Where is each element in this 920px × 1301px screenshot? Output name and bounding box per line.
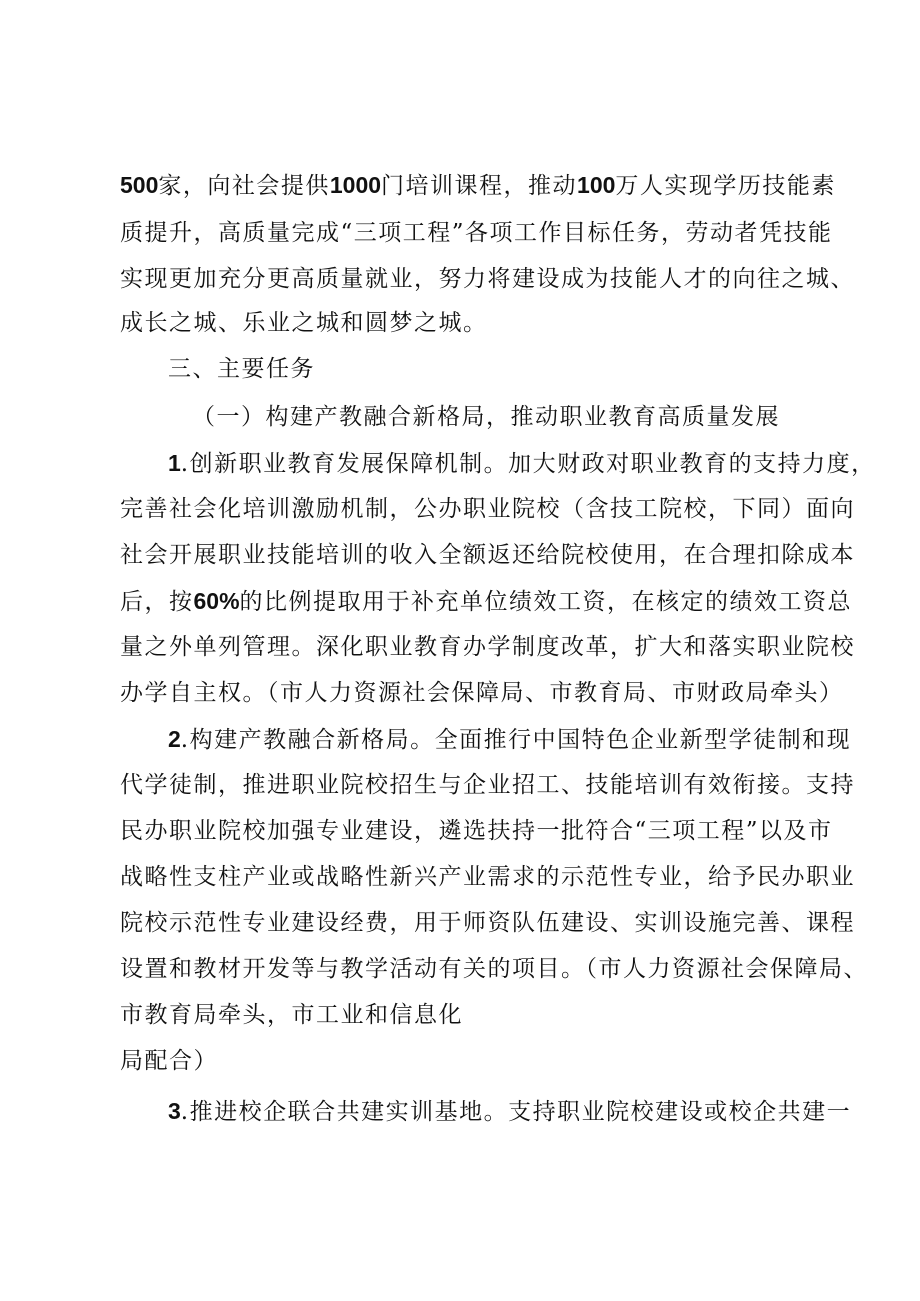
body-text: 成长之城、乐业之城和圆梦之城。 [120, 310, 488, 336]
subsection-heading [192, 402, 780, 432]
body-text: 社会开展职业技能培训的收入全额返还给院校使用，在合理扣除成本 [120, 542, 855, 568]
item-2-line-6 [120, 954, 868, 984]
body-text: 院校示范性专业建设经费，用于师资队伍建设、实训设施完善、课程 [120, 910, 855, 936]
item-1-line-1 [168, 448, 876, 479]
body-text: 代学徒制，推进职业院校招生与企业招工、技能培训有效衔接。支持 [120, 772, 855, 798]
body-text: 万人实现学历技能素 [615, 173, 836, 199]
number-text: 100 [577, 172, 616, 198]
item-1-line-2 [120, 494, 855, 524]
body-text: .构建产教融合新格局。全面推行中国特色企业新型学徒制和现 [180, 727, 852, 753]
body-text: 办学自主权。（市人力资源社会保障局、市教育局、市财政局牵头） [120, 680, 844, 706]
body-text: 完善社会化培训激励机制，公办职业院校（含技工院校，下同）面向 [120, 496, 855, 522]
text-line-1 [120, 170, 836, 201]
text-line-3 [120, 264, 855, 294]
number-text: 2 [168, 726, 181, 752]
item-1-line-4 [120, 586, 852, 617]
item-3-line-1 [168, 1096, 851, 1127]
item-1-line-5 [120, 632, 855, 662]
body-text: 战略性支柱产业或战略性新兴产业需求的示范性专业，给予民办职业 [120, 864, 855, 890]
item-1-line-6 [120, 678, 844, 708]
body-text: 民办职业院校加强专业建设，遴选扶持一批符合“三项工程”以及市 [120, 818, 833, 844]
number-text: 500 [120, 172, 159, 198]
number-text: 60% [193, 588, 240, 614]
text-line-2 [120, 218, 833, 248]
item-2-line-7 [120, 1000, 463, 1030]
item-2-line-4 [120, 862, 855, 892]
text-line-4 [120, 308, 488, 338]
item-2-line-2 [120, 770, 855, 800]
item-2-line-1 [168, 724, 851, 755]
body-text: 量之外单列管理。深化职业教育办学制度改革，扩大和落实职业院校 [120, 634, 855, 660]
section-heading [168, 354, 315, 384]
item-2-line-5 [120, 908, 855, 938]
body-text: 的比例提取用于补充单位绩效工资，在核定的绩效工资总 [239, 589, 853, 615]
body-text: 质提升，高质量完成“三项工程”各项工作目标任务，劳动者凭技能 [120, 220, 833, 246]
body-text: 实现更加充分更高质量就业，努力将建设成为技能人才的向往之城、 [120, 266, 855, 292]
item-2-line-3 [120, 816, 833, 846]
body-text: .创新职业教育发展保障机制。加大财政对职业教育的支持力度， [180, 451, 876, 477]
body-text: （一）构建产教融合新格局，推动职业教育高质量发展 [192, 404, 780, 430]
body-text: 门培训课程，推动 [381, 173, 578, 199]
body-text: 后，按 [120, 589, 194, 615]
body-text: 局配合） [120, 1048, 218, 1074]
item-2-line-8 [120, 1046, 218, 1076]
body-text: 市教育局牵头，市工业和信息化 [120, 1002, 463, 1028]
body-text: 三、主要任务 [168, 356, 315, 382]
body-text: .推进校企联合共建实训基地。支持职业院校建设或校企共建一 [180, 1099, 852, 1125]
item-1-line-3 [120, 540, 855, 570]
number-text: 1000 [329, 172, 382, 198]
number-text: 1 [168, 450, 181, 476]
body-text: 设置和教材开发等与教学活动有关的项目。（市人力资源社会保障局、 [120, 956, 868, 982]
number-text: 3 [168, 1098, 181, 1124]
body-text: 家，向社会提供 [158, 173, 330, 199]
